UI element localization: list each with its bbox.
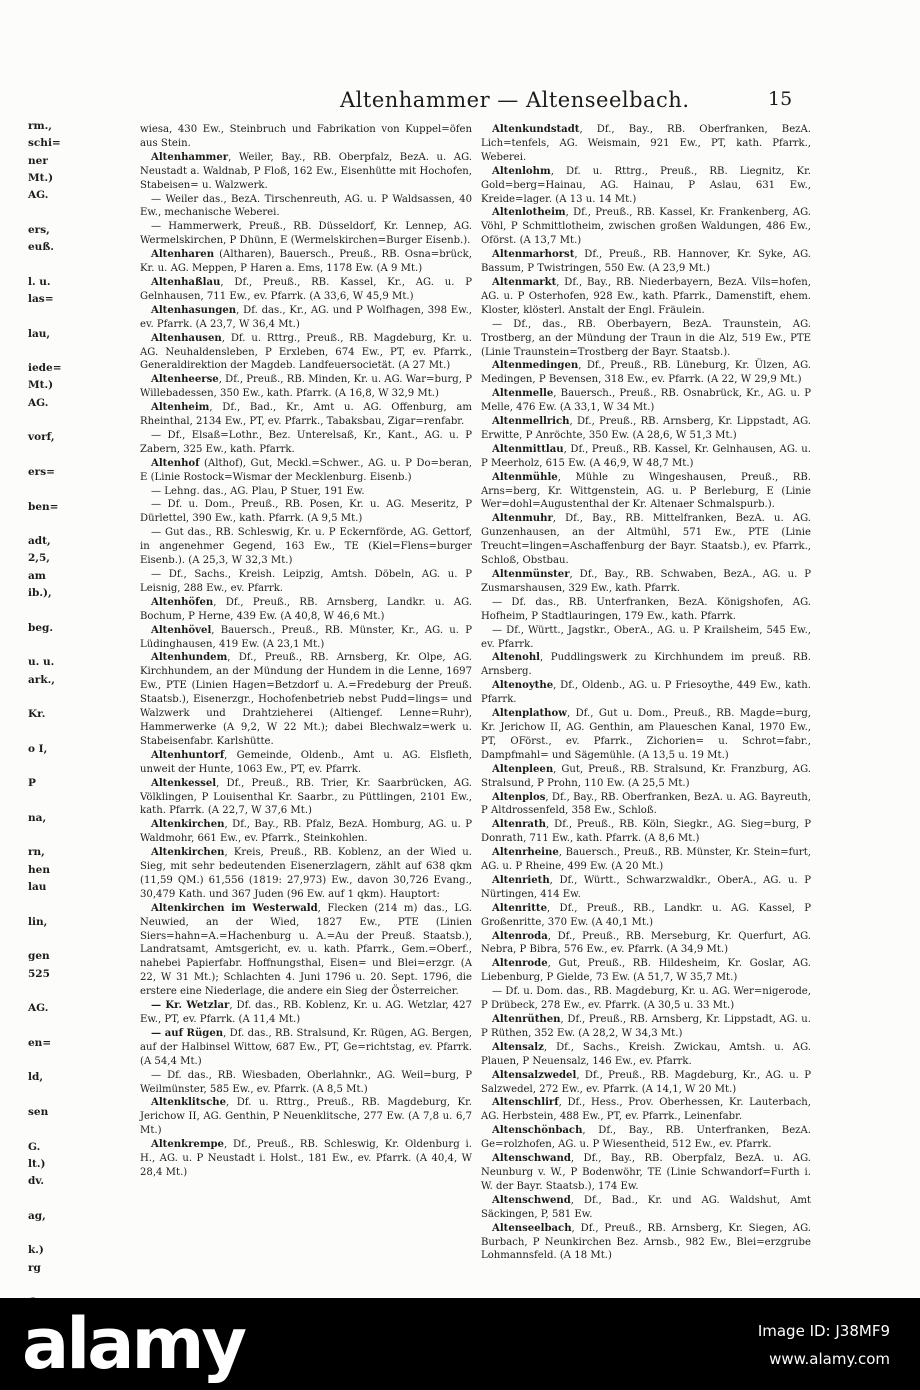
- entry-headword: Altenhuntorf: [151, 749, 225, 761]
- entry-headword: Altenrieth: [492, 874, 550, 886]
- gazetteer-entry: [140, 151, 472, 193]
- entry-text: , Df., Bay., RB. Pfalz, BezA. Homburg, AG. u. P Waldmohr, 661 Ew., ev. Pfarrk., Steinkohlen.: [140, 819, 472, 845]
- margin-fragment: ld,: [28, 1071, 43, 1084]
- entry-headword: Altenmarhorst: [492, 249, 575, 261]
- entry-text: , Df., Preuß., RB. Arnsberg, Kr. Olpe, AG. Kirchhundem, an der Mündung der Hundem in die Lenne, 1697 Ew., PTE (Linien Hagen=Betzdorf u. A.=Fredeburg der Preuß. Staatsb.), Eisenerzgr., Hochofenbetrieb nebst Pudd=lings= und Walzwerk und Drahtzieherei (Altiengef. Lenne=Ruhr), Hammerwerke (A 9,2, W 22 Mt.); dabei Blechwalz=werk u. Stabeisenfabr. Karlshütte.: [140, 652, 472, 747]
- entry-text: , Df., Preuß., RB. Trier, Kr. Saarbrücken, AG. Völklingen, P Louisenthal Kr. Saarbr., zu Püttlingen, 2101 Ew., kath. Pfarrk. (A 22,7, W 37,6 Mt.): [140, 777, 472, 817]
- margin-fragment: ag,: [28, 1209, 46, 1222]
- entry-text: , Df., Gut u. Dom., Preuß., RB. Magde=burg, Kr. Jerichow II, AG. Genthin, am Plaueschen Kanal, 1970 Ew., PT, OFörst., ev. Pfarrk., Zichorien= u. Schrot=fabr., Dampfmahl= und Sägemühle. (A 13,5 u. 19 Mt.): [481, 708, 811, 761]
- entry-headword: Altenrath: [492, 819, 546, 831]
- entry-text: — Df. das., RB. Unterfranken, BezA. Königshofen, AG. Hofheim, P Stadtlauringen, 179 Ew., kath. Pfarrk.: [481, 596, 811, 622]
- entry-text: , Df., Bay., RB. Oberfranken, BezA. Lich=tenfels, AG. Weismain, 921 Ew., PT, kath. Pfarrk., Weberei.: [481, 124, 811, 163]
- entry-text: , Df., Preuß., RB. Kassel, Kr. Frankenberg, AG. Vöhl, P Schmittlotheim, zwischen großen Waldungen, 486 Ew., Oförst. (A 13,7 Mt.): [481, 207, 811, 247]
- margin-fragment: rm.,: [28, 120, 52, 132]
- entry-headword: Altensalzwedel: [492, 1069, 577, 1081]
- margin-fragment: [28, 983, 128, 1000]
- margin-fragment: AG.: [28, 1002, 49, 1015]
- margin-fragment: 525: [28, 967, 50, 980]
- entry-text: , Df., Bad., Kr., Amt u. AG. Offenburg, am Rheinthal, 2134 Ew., PT, ev. Pfarrk., Tabaksbau, Zigar=renfabr.: [140, 402, 472, 428]
- margin-fragment: [28, 1052, 128, 1069]
- entry-text: — Weiler das., BezA. Tirschenreuth, AG. u. P Waldsassen, 40 Ew., mechanische Weberei.: [140, 193, 472, 219]
- gazetteer-entry: [140, 902, 472, 999]
- gazetteer-entry: [140, 304, 472, 332]
- cropped-margin-column: [28, 118, 128, 1298]
- gazetteer-entry: [481, 248, 811, 276]
- entry-headword: Altenpleen: [492, 763, 554, 775]
- entry-headword: Altenrheine: [492, 847, 559, 859]
- margin-fragment: [28, 1087, 128, 1104]
- gazetteer-entry: [481, 568, 811, 596]
- gazetteer-entry: [481, 1194, 811, 1222]
- entry-headword: Altenhasungen: [151, 304, 237, 316]
- gazetteer-entry: [481, 930, 811, 958]
- margin-fragment: ers,: [28, 223, 50, 236]
- entry-text: wiesa, 430 Ew., Steinbruch und Fabrikation von Kuppel=öfen aus Stein.: [140, 124, 472, 149]
- entry-text: , Df., Preuß., RB. Arnsberg, Kr. Lippstadt, AG. u. P Rüthen, 352 Ew. (A 28,2, W 34,3 Mt.): [481, 1014, 811, 1039]
- entry-headword: Altenmedingen: [492, 360, 579, 372]
- entry-headword: Altenschwend: [492, 1194, 571, 1206]
- entry-headword: Altenkirchen im Westerwald: [151, 902, 318, 914]
- entry-headword: — Kr. Wetzlar: [151, 1000, 230, 1012]
- gazetteer-entry: [481, 791, 811, 819]
- entry-headword: Altenplathow: [492, 708, 567, 720]
- entry-text: , Df., Preuß., RB. Merseburg, Kr. Querfurt, AG. Nebra, P Bibra, 576 Ew., ev. Pfarrk. (A 34,9 Mt.): [481, 930, 811, 956]
- margin-fragment: [28, 689, 128, 706]
- gazetteer-entry: [140, 568, 472, 596]
- entry-headword: Altenrüthen: [492, 1014, 561, 1025]
- gazetteer-entry: [481, 624, 811, 652]
- gazetteer-entry: [140, 999, 472, 1027]
- entry-text: — Hammerwerk, Preuß., RB. Düsseldorf, Kr. Lennep, AG. Wermelskirchen, P Dhünn, E (Wermelskirchen=Burger Eisenb.).: [140, 221, 472, 247]
- margin-fragment: lt.): [28, 1157, 46, 1170]
- gazetteer-entry: [140, 596, 472, 624]
- entry-headword: Altenkrempe: [151, 1139, 224, 1151]
- entry-text: , Df., Bay., RB. Oberfranken, BezA. u. AG. Bayreuth, P Altdrossenfeld, 358 Ew., Schloß.: [481, 791, 811, 817]
- margin-fragment: Kr.: [28, 708, 46, 721]
- gazetteer-entry: [140, 1096, 472, 1138]
- entry-text: — Df., das., RB. Oberbayern, BezA. Traunstein, AG. Trostberg, an der Mündung der Traun in die Alz, 519 Ew., PTE (Linie Traunstein=Trostberg der Bayr. Staatsb.).: [481, 318, 811, 358]
- entry-text: , Kreis, Preuß., RB. Koblenz, an der Wied u. Sieg, mit sehr bedeutenden Eisenerzlagern, zählt auf 638 qkm (11,59 QM.) 61,556 (1819: 27,973) Ew., davon 30,726 Evang., 30,479 Kath. und 367 Juden (96 Ew. auf 1 qkm). Hauptort:: [140, 847, 472, 900]
- gazetteer-entry: [140, 818, 472, 846]
- margin-fragment: lin,: [28, 915, 48, 928]
- margin-fragment: [28, 447, 128, 464]
- entry-text: — Df. u. Dom., Preuß., RB. Posen, Kr. u. AG. Meseritz, P Dürlettel, 390 Ew., kath. Pfarrk. (A 9,5 Mt.): [140, 499, 472, 525]
- margin-fragment: ers=: [28, 465, 55, 478]
- margin-fragment: schi=: [28, 137, 61, 150]
- entry-headword: Altenplos: [492, 791, 546, 803]
- gazetteer-entry: [481, 1069, 811, 1097]
- gazetteer-entry: [481, 276, 811, 318]
- gazetteer-entry: [140, 1138, 472, 1180]
- entry-text: , Bauersch., Preuß., RB. Münster, Kr. Stein=furt, AG. u. P Rheine, 499 Ew. (A 20 Mt.): [481, 847, 811, 873]
- entry-headword: Altenhof: [151, 457, 200, 469]
- entry-headword: Altenheim: [151, 402, 210, 414]
- entry-text: , Df., Bad., Kr. und AG. Waldshut, Amt Säckingen, P, 581 Ew.: [481, 1194, 811, 1220]
- margin-fragment: sen: [28, 1105, 49, 1118]
- gazetteer-entry: [481, 443, 811, 471]
- gazetteer-entry: [140, 1027, 472, 1069]
- page-header: [0, 88, 920, 116]
- watermark-footer: [0, 1298, 920, 1390]
- margin-fragment: [28, 1017, 128, 1034]
- margin-fragment: P: [28, 777, 36, 790]
- entry-text: , Df. das., RB. Stralsund, Kr. Rügen, AG. Bergen, auf der Halbinsel Wittow, 687 Ew., PT, Ge=richtstag, ev. Pfarrk. (A 54,4 Mt.): [140, 1027, 472, 1067]
- gazetteer-entry: [481, 1124, 811, 1152]
- margin-fragment: hen: [28, 863, 50, 876]
- entry-text: , Bauersch., Preuß., RB. Münster, Kr., AG. u. P Lüdinghausen, 419 Ew. (A 23,1 Mt.): [140, 624, 472, 650]
- entry-headword: Altenschlirf: [492, 1097, 559, 1109]
- margin-fragment: o I,: [28, 742, 48, 755]
- margin-fragment: [28, 637, 128, 654]
- gazetteer-entry: [140, 123, 472, 151]
- gazetteer-entry: [481, 1222, 811, 1264]
- gazetteer-entry: [481, 359, 811, 387]
- entry-headword: Altenkundstadt: [492, 124, 580, 135]
- gazetteer-entry: [481, 679, 811, 707]
- margin-fragment: ner: [28, 154, 48, 167]
- entry-text: , Mühle zu Wingeshausen, Preuß., RB. Arns=berg, Kr. Wittgenstein, AG. u. P Berleburg, E (Linie Wer=dohl=Augustenthal der Kr. Altenaer Schmalspurb.).: [481, 471, 811, 511]
- entry-headword: Altenmittlau: [492, 443, 564, 455]
- gazetteer-entry: [481, 707, 811, 763]
- entry-text: — Gut das., RB. Schleswig, Kr. u. P Eckernförde, AG. Gettorf, in angenehmer Gegend, 163 Ew., TE (Kiel=Flens=burger Eisenb.). (A 25,3, W 32,3 Mt.): [140, 527, 472, 567]
- margin-fragment: [28, 516, 128, 533]
- entry-text: — Df., Elsaß=Lothr., Bez. Unterelsaß, Kr., Kant., AG. u. P Zabern, 325 Ew., kath. Pfarrk.: [140, 429, 472, 455]
- entry-text: , Df. das., Kr., AG. und P Wolfhagen, 398 Ew., ev. Pfarrk. (A 23,7, W 36,4 Mt.): [140, 304, 472, 330]
- margin-fragment: na,: [28, 811, 47, 824]
- left-column: [140, 123, 472, 1180]
- entry-headword: Altenklitsche: [151, 1097, 227, 1109]
- margin-fragment: [28, 412, 128, 429]
- entry-headword: Altenmarkt: [492, 276, 557, 288]
- margin-fragment: beg.: [28, 621, 54, 634]
- entry-headword: Altenhausen: [151, 332, 222, 344]
- gazetteer-entry: [481, 874, 811, 902]
- margin-fragment: Mt.): [28, 171, 54, 184]
- gazetteer-entry: [481, 957, 811, 985]
- entry-headword: Altenritte: [492, 902, 547, 914]
- entry-text: , Df., Preuß., RB. Magdeburg, Kr., AG. u. P Salzwedel, 272 Ew., ev. Pfarrk. (A 14,1, W 20 Mt.): [481, 1069, 811, 1095]
- gazetteer-entry: [481, 471, 811, 513]
- entry-text: (Altharen), Bauersch., Preuß., RB. Osna=brück, Kr. u. AG. Meppen, P Haren a. Ems, 1178 Ew. (A 9 Mt.): [140, 249, 472, 275]
- entry-text: , Gut, Preuß., RB. Stralsund, Kr. Franzburg, AG. Stralsund, P Prohn, 110 Ew. (A 25,5 Mt.): [481, 763, 811, 789]
- gazetteer-entry: [140, 777, 472, 819]
- margin-fragment: [28, 343, 128, 360]
- gazetteer-entry: [481, 1096, 811, 1124]
- entry-headword: Altenmühle: [492, 471, 558, 483]
- gazetteer-entry: [481, 902, 811, 930]
- margin-fragment: ib.),: [28, 587, 52, 600]
- entry-headword: Altenschwand: [492, 1153, 571, 1165]
- entry-text: , Df., Württ., Schwarzwaldkr., OberA., AG. u. P Nürtingen, 414 Ew.: [481, 874, 811, 900]
- margin-fragment: [28, 1121, 128, 1138]
- margin-fragment: 2,5,: [28, 552, 50, 565]
- entry-headword: Altenoythe: [492, 680, 554, 692]
- gazetteer-entry: [140, 373, 472, 401]
- margin-fragment: las=: [28, 292, 54, 305]
- gazetteer-entry: [140, 624, 472, 652]
- margin-fragment: l. u.: [28, 275, 51, 288]
- entry-headword: Altenhöfen: [151, 596, 214, 608]
- margin-fragment: vorf,: [28, 431, 55, 444]
- gazetteer-entry: [140, 248, 472, 276]
- entry-text: — Df., Württ., Jagstkr., OberA., AG. u. P Krailsheim, 545 Ew., ev. Pfarrk.: [481, 624, 811, 650]
- gazetteer-entry: [140, 401, 472, 429]
- gazetteer-entry: [481, 651, 811, 679]
- gazetteer-entry: [481, 123, 811, 165]
- entry-text: — Lehng. das., AG. Plau, P Stuer, 191 Ew.: [151, 485, 365, 497]
- gazetteer-entry: [140, 485, 472, 499]
- margin-fragment: [28, 1277, 128, 1294]
- entry-headword: Altenhammer: [151, 151, 229, 163]
- entry-text: , Df., Preuß., RB. Arnsberg, Landkr. u. AG. Bochum, P Herne, 439 Ew. (A 40,8, W 46,6 Mt.): [140, 596, 472, 622]
- margin-fragment: rn,: [28, 846, 45, 859]
- entry-headword: Altenkirchen: [151, 819, 225, 831]
- gazetteer-entry: [140, 846, 472, 902]
- gazetteer-entry: [140, 526, 472, 568]
- entry-headword: Altenmünster: [492, 569, 570, 580]
- entry-text: — Df. das., RB. Wiesbaden, Oberlahnkr., AG. Weil=burg, P Weilmünster, 585 Ew., ev. Pfarrk. (A 8,5 Mt.): [140, 1069, 472, 1095]
- gazetteer-entry: [140, 749, 472, 777]
- entry-headword: Altenlotheim: [492, 207, 566, 219]
- entry-text: — Df. u. Dom. das., RB. Magdeburg, Kr. u. AG. Wer=nigerode, P Drübeck, 278 Ew., ev. Pfarrk. (A 30,5 u. 33 Mt.): [481, 986, 811, 1012]
- running-title: Altenhammer — Altenseelbach.: [340, 88, 690, 112]
- brand-logo: alamy: [22, 1303, 245, 1385]
- gazetteer-entry: [481, 846, 811, 874]
- margin-fragment: k.): [28, 1244, 44, 1257]
- gazetteer-entry: [140, 220, 472, 248]
- margin-fragment: [28, 827, 128, 844]
- gazetteer-entry: [481, 415, 811, 443]
- entry-text: , Puddlingswerk zu Kirchhundem im preuß. RB. Arnsberg.: [481, 652, 811, 678]
- entry-text: , Df., Bay., RB. Oberpfalz, BezA. u. AG. Neunburg v. W., P Bodenwöhr, TE (Linie Schwandorf=Furth i. W. der Bayr. Staatsb.), 174 Ew.: [481, 1153, 811, 1192]
- margin-fragment: [28, 481, 128, 498]
- entry-text: , Df., Preuß., RB. Arnsberg, Kr. Lippstadt, AG. Erwitte, P Anröchte, 350 Ew. (A 28,6, W 51,3 Mt.): [481, 416, 811, 441]
- margin-fragment: [28, 793, 128, 810]
- entry-text: , Bauersch., Preuß., RB. Osnabrück, Kr., AG. u. P Melle, 476 Ew. (A 33,1, W 34 Mt.): [481, 388, 811, 414]
- gazetteer-entry: [140, 193, 472, 221]
- entry-headword: Altenrode: [492, 958, 548, 970]
- margin-fragment: [28, 256, 128, 273]
- entry-headword: Altenhövel: [151, 624, 212, 636]
- entry-headword: Altenlohm: [492, 165, 551, 177]
- entry-headword: Altenohl: [492, 652, 540, 664]
- gazetteer-entry: [481, 1013, 811, 1041]
- gazetteer-entry: [140, 1069, 472, 1097]
- gazetteer-entry: [481, 387, 811, 415]
- margin-fragment: ben=: [28, 500, 59, 513]
- margin-fragment: [28, 758, 128, 775]
- gazetteer-entry: [140, 429, 472, 457]
- gazetteer-entry: [481, 512, 811, 568]
- gazetteer-entry: [481, 985, 811, 1013]
- gazetteer-entry: [481, 165, 811, 207]
- margin-fragment: AG.: [28, 396, 49, 409]
- entry-headword: Altenmellrich: [492, 416, 570, 428]
- entry-text: , Weiler, Bay., RB. Oberpfalz, BezA. u. AG. Neustadt a. Waldnab, P Floß, 162 Ew., Eisenhütte mit Hochofen, Stabeisen= u. Walzwerk.: [140, 151, 472, 191]
- gazetteer-entry: [140, 276, 472, 304]
- entry-text: (Althof), Gut, Meckl.=Schwer., AG. u. P Do=beran, E (Linie Rostock=Wismar der Mecklenburg. Eisenb.): [140, 457, 472, 483]
- entry-headword: Altenkirchen: [151, 847, 225, 859]
- entry-text: , Df. u. Rttrg., Preuß., RB. Magdeburg, Kr. u. AG. Neuhaldensleben, P Erxleben, 674 Ew., PT, ev. Pfarrk., Generaldirektion der Magdeb. Landfeuersocietät. (A 27 Mt.): [140, 332, 472, 372]
- entry-text: , Df., Bay., RB. Schwaben, BezA., AG. u. P Zusmarshausen, 329 Ew., kath. Pfarrk.: [481, 569, 811, 594]
- entry-text: , Df., Bay., RB. Mittelfranken, BezA. u. AG. Gunzenhausen, an der Altmühl, 571 Ew., PTE (Linie Treucht=lingen=Aschaffenburg der Bayr. Staatsb.), ev. Pfarrk., Schloß, Obstbau.: [481, 513, 811, 567]
- entry-text: , Df. u. Rttrg., Preuß., RB. Liegnitz, Kr. Gold=berg=Hainau, AG. Hainau, P Aslau, 631 Ew., Kreide=lager. (A 13 u. 14 Mt.): [481, 165, 811, 205]
- entry-text: , Df., Preuß., RB. Arnsberg, Kr. Siegen, AG. Burbach, P Neunkirchen Bez. Arnsb., 982 Ew., Blei=erzgrube Lohmannsfeld. (A 18 Mt.): [481, 1222, 811, 1262]
- entry-text: , Flecken (214 m) das., LG. Neuwied, an der Wied, 1827 Ew., PTE (Linien Siers=hahn=A.=Hachenburg u. A.=Au der Preuß. Staatsb.), Landratsamt, Amtsgericht, ev. u. kath. Pfarrk., Gem.=Oberf., nahebei Papierfabr. Hoffnungsthal, Eisen= und Blei=erzgr. (A 22, W 31 Mt.); Schlachten 4. Juni 1796 u. 20. Sept. 1796, die erstere eine Niederlage, die andere ein Sieg der Österreicher.: [140, 902, 472, 998]
- margin-fragment: [28, 1225, 128, 1242]
- entry-text: , Df., Bay., RB. Niederbayern, BezA. Vils=hofen, AG. u. P Osterhofen, 928 Ew., kath. Pfarrk., Damenstift, ehem. Kloster, klösterl. Anstalt der Engl. Fräulein.: [481, 276, 811, 316]
- entry-headword: Altenroda: [492, 930, 548, 942]
- margin-fragment: [28, 896, 128, 913]
- gazetteer-entry: [481, 318, 811, 360]
- margin-fragment: euß.: [28, 241, 54, 254]
- margin-fragment: [28, 204, 128, 221]
- entry-headword: Altenhaßlau: [151, 276, 221, 288]
- entry-headword: Altenmelle: [492, 388, 554, 400]
- entry-headword: Altenhundem: [151, 652, 228, 664]
- entry-text: , Df., Sachs., Kreish. Zwickau, Amtsh. u. AG. Plauen, P Neuensalz, 146 Ew., ev. Pfarrk.: [481, 1041, 811, 1067]
- entry-text: , Df., Oldenb., AG. u. P Friesoythe, 449 Ew., kath. Pfarrk.: [481, 680, 811, 706]
- margin-fragment: [28, 931, 128, 948]
- gazetteer-entry: [140, 651, 472, 748]
- margin-fragment: [28, 723, 128, 740]
- entry-text: , Df. u. Rttrg., Preuß., RB. Magdeburg, Kr. Jerichow II, AG. Genthin, P Neuenklitsche, 277 Ew. (A 7,8 u. 6,7 Mt.): [140, 1097, 472, 1137]
- entry-text: , Df. das., RB. Koblenz, Kr. u. AG. Wetzlar, 427 Ew., PT, ev. Pfarrk. (A 11,4 Mt.): [140, 1000, 472, 1025]
- gazetteer-entry: [481, 596, 811, 624]
- gazetteer-entry: [481, 763, 811, 791]
- page-number: 15: [768, 88, 793, 110]
- margin-fragment: AG.: [28, 189, 49, 202]
- margin-fragment: [28, 308, 128, 325]
- gazetteer-entry: [481, 818, 811, 846]
- margin-fragment: gen: [28, 950, 50, 963]
- entry-text: , Gemeinde, Oldenb., Amt u. AG. Elsfleth, unweit der Hunte, 1063 Ew., PT, ev. Pfarrk.: [140, 749, 472, 775]
- margin-fragment: u. u.: [28, 656, 55, 669]
- entry-text: — Df., Sachs., Kreish. Leipzig, Amtsh. Döbeln, AG. u. P Leisnig, 288 Ew., ev. Pfarrk.: [140, 569, 472, 594]
- right-column: [481, 123, 811, 1263]
- margin-fragment: lau,: [28, 327, 51, 340]
- margin-fragment: am: [28, 569, 46, 582]
- entry-headword: Altenharen: [151, 249, 215, 261]
- entry-text: , Gut, Preuß., RB. Hildesheim, Kr. Goslar, AG. Liebenburg, P Gielde, 73 Ew. (A 51,7, W 35,7 Mt.): [481, 958, 811, 984]
- entry-headword: Altensalz: [492, 1041, 544, 1053]
- entry-text: , Df., Preuß., RB. Minden, Kr. u. AG. War=burg, P Willebadessen, 350 Ew., kath. Pfarrk. (A 16,8, W 32,9 Mt.): [140, 374, 472, 400]
- entry-headword: Altenheerse: [151, 374, 219, 386]
- margin-fragment: en=: [28, 1036, 52, 1049]
- entry-text: , Df., Bay., RB. Unterfranken, BezA. Ge=rolzhofen, AG. u. P Wiesentheid, 512 Ew., ev. Pfarrk.: [481, 1125, 811, 1151]
- site-url: www.alamy.com: [769, 1350, 890, 1368]
- margin-fragment: adt,: [28, 535, 51, 548]
- entry-text: , Df., Preuß., RB. Kassel, Kr., AG. u. P Gelnhausen, 711 Ew., ev. Pfarrk. (A 33,6, W 45,9 Mt.): [140, 276, 472, 302]
- entry-text: , Df., Preuß., RB. Kassel, Kr. Gelnhausen, AG. u. P Meerholz, 615 Ew. (A 46,9, W 48,7 Mt.): [481, 443, 811, 469]
- margin-fragment: ark.,: [28, 673, 55, 686]
- gazetteer-entry: [481, 206, 811, 248]
- image-id: Image ID: J38MF9: [757, 1322, 890, 1340]
- margin-fragment: iede=: [28, 362, 62, 375]
- entry-headword: Altenkessel: [151, 777, 217, 789]
- entry-headword: Altenschönbach: [492, 1125, 583, 1137]
- entry-text: , Df., Preuß., RB. Schleswig, Kr. Oldenburg i. H., AG. u. P Neustadt i. Holst., 181 Ew., ev. Pfarrk. (A 40,4, W 28,4 Mt.): [140, 1139, 472, 1178]
- entry-text: , Df., Preuß., RB. Köln, Siegkr., AG. Sieg=burg, P Donrath, 711 Ew., kath. Pfarrk. (A 8,6 Mt.): [481, 819, 811, 845]
- entry-headword: — auf Rügen: [151, 1027, 224, 1039]
- gazetteer-entry: [140, 498, 472, 526]
- margin-fragment: dv.: [28, 1175, 45, 1188]
- entry-text: , Df., Hess., Prov. Oberhessen, Kr. Lauterbach, AG. Herbstein, 488 Ew., PT, ev. Pfarrk., Leinenfabr.: [481, 1097, 811, 1123]
- margin-fragment: [28, 1190, 128, 1207]
- entry-text: , Df., Preuß., RB. Hannover, Kr. Syke, AG. Bassum, P Twistringen, 550 Ew. (A 23,9 Mt.): [481, 249, 811, 275]
- entry-text: , Df., Preuß., RB. Lüneburg, Kr. Ülzen, AG. Medingen, P Bevensen, 318 Ew., ev. Pfarrk. (A 22, W 29,9 Mt.): [481, 360, 811, 386]
- entry-text: , Df., Preuß., RB., Landkr. u. AG. Kassel, P Großenritte, 370 Ew. (A 40,1 Mt.): [481, 902, 811, 928]
- margin-fragment: Mt.): [28, 379, 54, 392]
- margin-fragment: lau: [28, 881, 47, 894]
- entry-headword: Altenseelbach: [492, 1222, 572, 1234]
- gazetteer-entry: [140, 332, 472, 374]
- entry-headword: Altenmuhr: [492, 513, 553, 525]
- gazetteer-entry: [140, 457, 472, 485]
- gazetteer-entry: [481, 1041, 811, 1069]
- margin-fragment: [28, 602, 128, 619]
- margin-fragment: G.: [28, 1140, 41, 1153]
- margin-fragment: rg: [28, 1261, 41, 1274]
- gazetteer-entry: [481, 1152, 811, 1194]
